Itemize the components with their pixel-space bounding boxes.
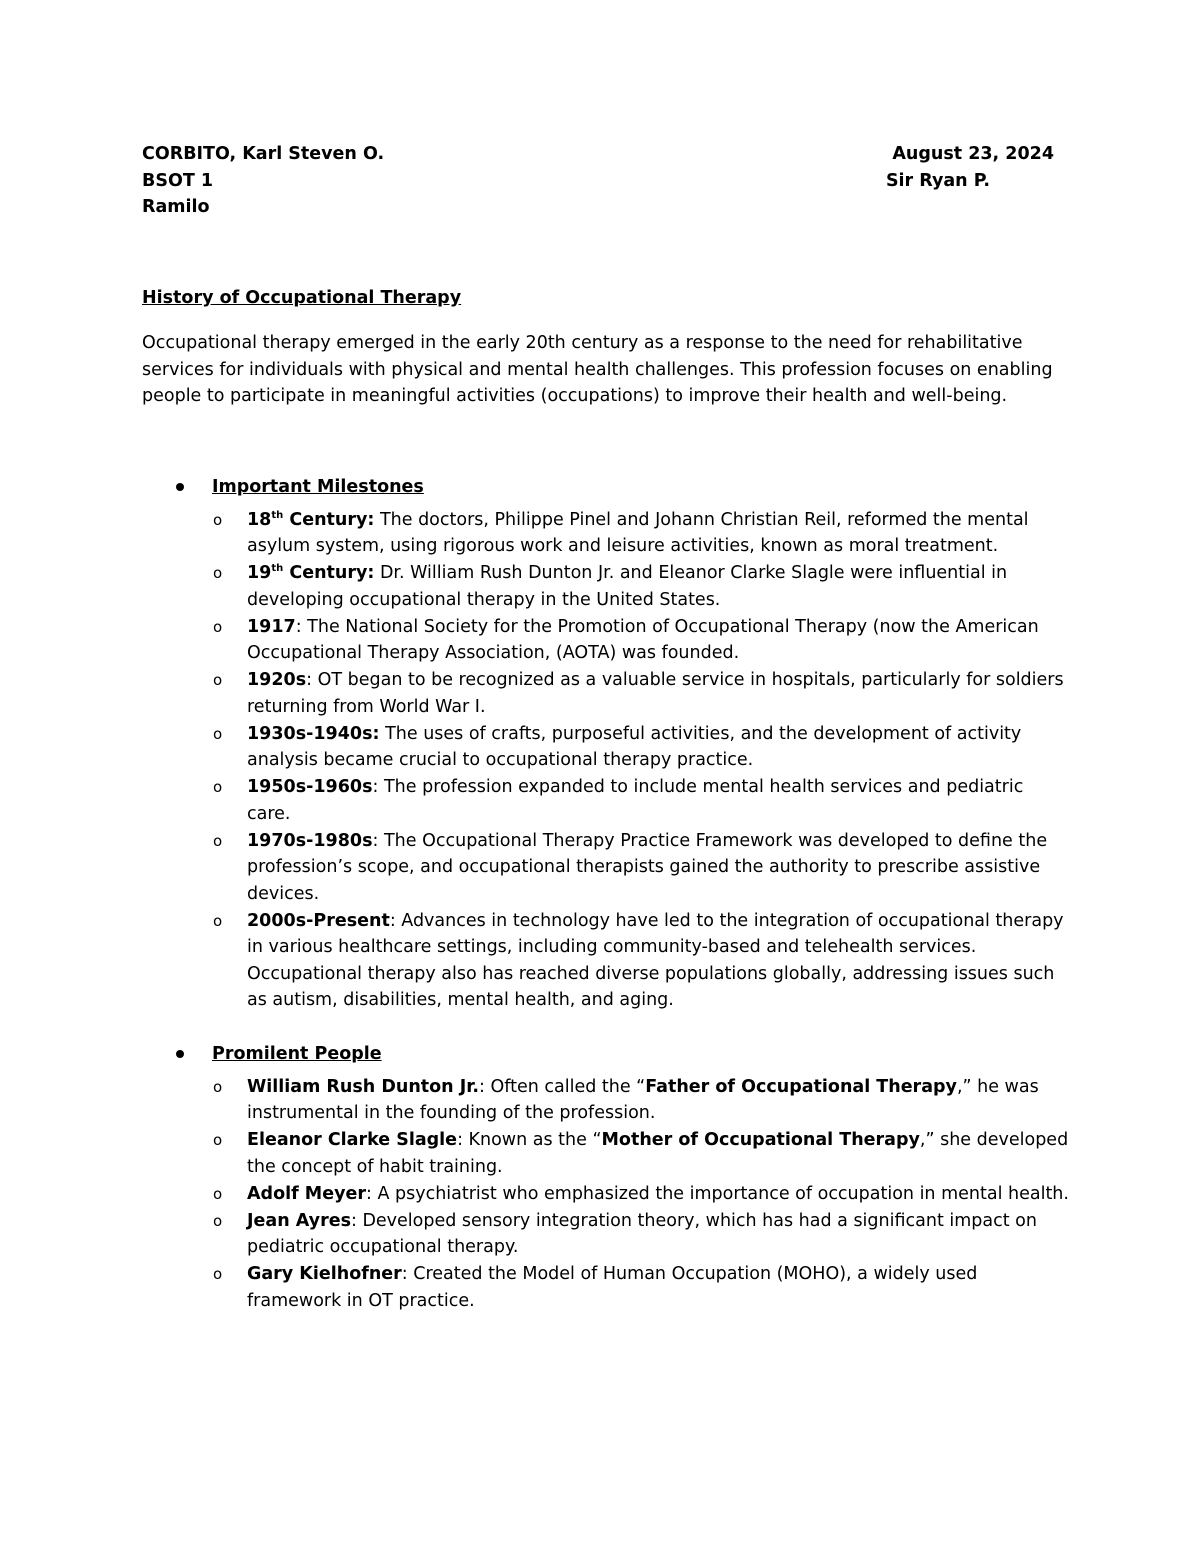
list-marker-icon: o [213,724,223,743]
list-marker-icon: o [213,831,223,850]
milestone-item [142,667,1072,720]
milestone-text: : The profession expanded to include mental health services and pediatric care. [247,777,1024,824]
list-marker-icon: o [213,1184,223,1203]
person-text-pre: : Known as the “ [457,1130,602,1150]
milestone-label-number: 18 [247,509,272,530]
header-row-3 [142,194,1054,221]
document-header [142,141,1054,221]
person-text-post: ,” he was instrumental in the founding of the profession. [247,1076,1039,1123]
people-list [142,1074,1072,1315]
person-item [142,1208,1072,1261]
milestone-label: 1917 [247,616,296,637]
list-marker-icon: o [213,564,223,582]
person-text: : A psychiatrist who emphasized the importance of occupation in mental health. [366,1183,1069,1204]
milestone-label-suffix: Century: [283,563,375,583]
milestone-text: : The National Society for the Promotion of Occupational Therapy (now the American Occupational Therapy Association, (AOTA) was founded. [247,616,1039,663]
milestone-item [142,721,1072,774]
person-text: : Created the Model of Human Occupation (MOHO), a widely used framework in OT practice. [247,1264,978,1311]
milestone-label: 1920s [247,670,307,690]
person-text-pre: : Often called the “ [479,1076,646,1097]
milestone-text: Dr. William Rush Dunton Jr. and Eleanor Clarke Slagle were influential in developing occupational therapy in the United States. [247,563,1008,610]
person-name: Jean Ayres [247,1210,351,1231]
milestone-text: The uses of crafts, purposeful activities, and the development of activity analysis became crucial to occupational therapy practice. [247,723,1022,770]
list-marker-icon: o [213,778,223,796]
header-row-1 [142,141,1054,168]
person-text: : Developed sensory integration theory, which has had a significant impact on pediatric occupational therapy. [247,1210,1037,1257]
intro-paragraph: Occupational therapy emerged in the early 20th century as a response to the need for rehabilitative services for individuals with physical and mental health challenges. This profession focuses on enabling people to participate in meaningful activities (occupations) to improve their health and well-being. [142,333,1053,406]
milestone-label [247,563,374,583]
milestone-label: 1930s-1940s: [247,723,380,744]
list-marker-icon: o [213,1077,223,1096]
milestone-label [247,510,374,530]
person-nickname: Mother of Occupational Therapy [601,1130,920,1150]
milestones-heading: Important Milestones [212,477,424,497]
people-heading-row [142,1041,1072,1068]
course-code: BSOT 1 [142,170,214,191]
milestone-text: The doctors, Philippe Pinel and Johann Christian Reil, reformed the mental asylum system, using rigorous work and leisure activities, known as moral treatment. [247,509,1029,556]
person-name: William Rush Dunton Jr. [247,1076,480,1097]
list-marker-icon: o [213,671,223,689]
milestone-label: 1970s-1980s [247,830,373,851]
person-name: Gary Kielhofner [247,1264,402,1284]
instructor-name: Sir Ryan P. [885,170,990,191]
milestone-item [142,614,1072,667]
person-text-post: ,” she developed the concept of habit training. [247,1130,1069,1177]
people-heading: Promilent People [212,1044,382,1064]
instructor-surname: Ramilo [142,197,210,217]
list-marker-icon: o [213,510,223,529]
milestone-label-superscript: th [271,563,284,575]
bullet-icon [176,1050,184,1058]
milestone-text: : The Occupational Therapy Practice Framework was developed to define the profession’s scope, and occupational therapists gained the authority to prescribe assistive devices. [247,830,1048,904]
people-section [142,1041,1072,1315]
milestones-list [142,507,1072,1014]
milestone-item [142,507,1072,560]
milestone-text: : OT began to be recognized as a valuable service in hospitals, particularly for soldiers returning from World War I. [247,670,1064,717]
person-item [142,1127,1072,1180]
milestones-heading-row [142,474,1072,501]
person-item [142,1181,1072,1208]
person-item [142,1074,1072,1127]
person-name: Adolf Meyer [247,1183,366,1204]
list-marker-icon: o [213,1265,223,1283]
list-marker-icon: o [213,617,223,636]
person-item [142,1261,1072,1314]
person-nickname: Father of Occupational Therapy [645,1076,957,1097]
milestone-item [142,774,1072,827]
milestone-item [142,908,1072,1014]
header-row-2 [142,168,1054,195]
milestone-label: 1950s-1960s [247,777,373,797]
milestone-text: : Advances in technology have led to the integration of occupational therapy in various healthcare settings, including community-based and telehealth services. Occupational therapy also has reached diverse populations globally, addressing issues such as autism, disabilities, mental health, and aging. [247,910,1064,1010]
list-marker-icon: o [213,1211,223,1230]
person-name: Eleanor Clarke Slagle [247,1130,458,1150]
document-title: History of Occupational Therapy [142,288,462,308]
milestone-item [142,828,1072,908]
milestones-section [142,474,1072,1014]
milestone-label: 2000s-Present [247,910,390,931]
submission-date: August 23, 2024 [892,144,1054,164]
milestone-label-superscript: th [271,509,284,521]
milestone-item [142,560,1072,613]
list-marker-icon: o [213,1131,223,1149]
student-name: CORBITO, Karl Steven O. [142,144,385,164]
bullet-icon [176,483,184,491]
milestone-label-suffix: Century: [283,509,375,530]
list-marker-icon: o [213,911,223,930]
milestone-label-number: 19 [247,563,272,583]
